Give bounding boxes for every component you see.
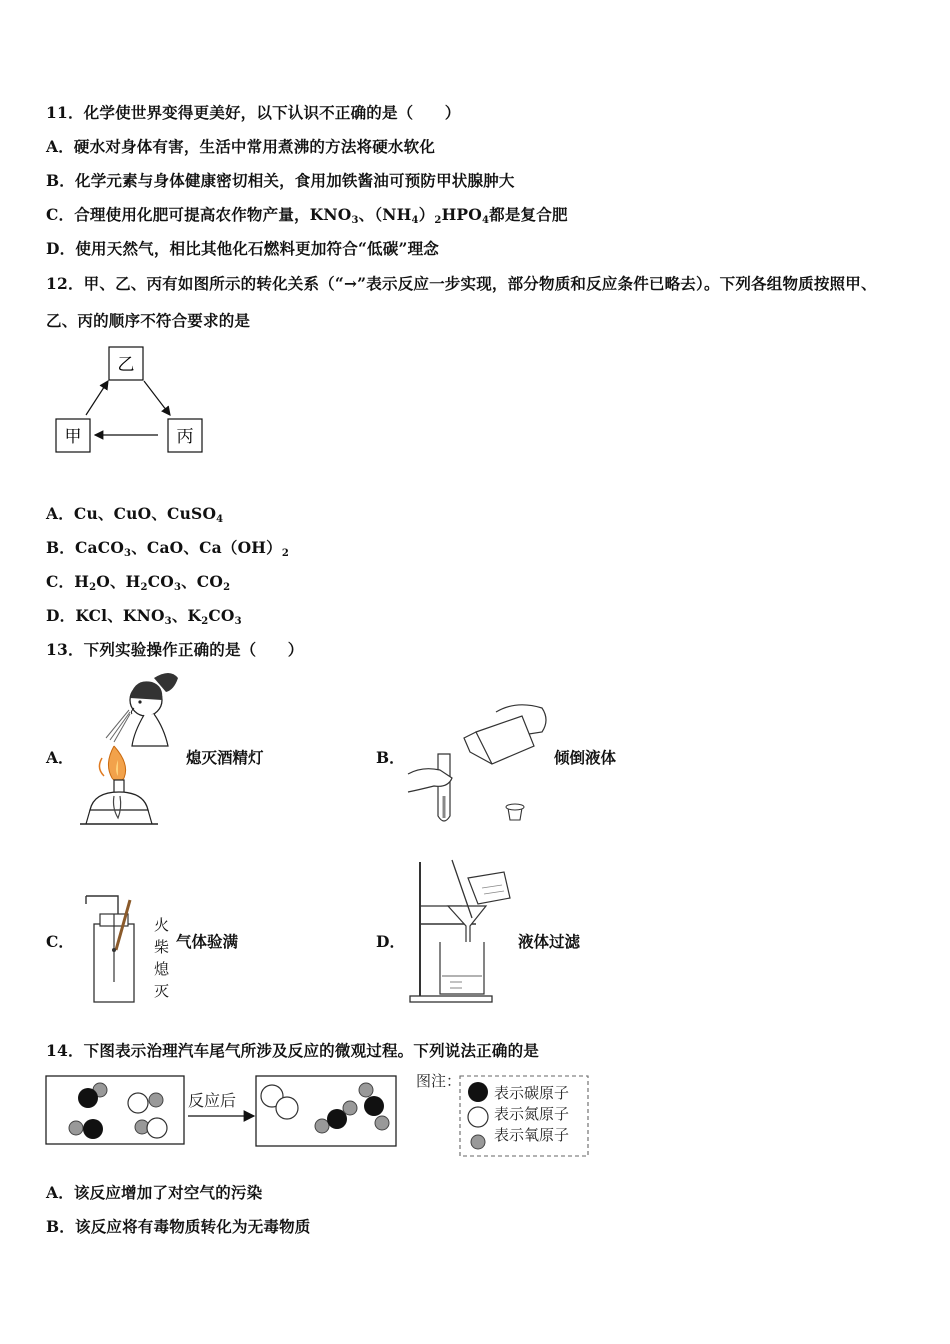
q13-c-gas-collection-figure — [74, 890, 154, 1006]
q12-b-text1: B．CaCO — [46, 538, 125, 557]
q14-stem: 14．下图表示治理汽车尾气所涉及反应的微观过程。下列说法正确的是 — [46, 1041, 539, 1060]
q12-d-t1: D．KCl、KNO — [46, 606, 165, 625]
q12-c-s1: 2 — [89, 582, 97, 593]
q12-stem-line2: 乙、丙的顺序不符合要求的是 — [46, 311, 251, 330]
q13-c-note-char: 柴 — [154, 938, 170, 956]
q12-d-s3: 3 — [234, 616, 242, 627]
q12-a-sub: 4 — [216, 514, 224, 525]
arrow-jia-to-yi — [86, 381, 108, 415]
q11-c-text1: C．合理使用化肥可提高农作物产量，KNO — [46, 205, 352, 224]
q13-a-label: 熄灭酒精灯 — [186, 748, 264, 767]
q12-c-t1: C．H — [46, 572, 90, 591]
q11-c-sub2: 4 — [411, 215, 419, 226]
q13-c-note-char: 灭 — [154, 982, 170, 1000]
q13-c-match-note — [154, 914, 172, 1002]
node-jia-label: 甲 — [64, 427, 82, 447]
legend-nitrogen-marker — [468, 1107, 488, 1127]
legend-title: 图注： — [416, 1072, 462, 1090]
q13-b-letter[interactable]: B． — [376, 748, 405, 767]
reaction-arrow-label: 反应后 — [188, 1091, 237, 1110]
q12-d-t2: 、K — [171, 606, 202, 625]
q13-a-extinguish-lamp-figure — [74, 668, 194, 830]
q12-transformation-diagram — [50, 343, 210, 458]
q12-b-sub2: 2 — [281, 548, 289, 559]
q12-option-d[interactable] — [46, 604, 242, 627]
legend-oxygen-marker — [471, 1135, 485, 1149]
arrow-yi-to-bing — [144, 381, 170, 415]
q12-c-s4: 2 — [223, 582, 231, 593]
q11-c-text5: 都是复合肥 — [489, 205, 568, 224]
q12-option-a[interactable] — [46, 502, 223, 525]
q12-c-t2: O、H — [96, 572, 141, 591]
q11-option-d[interactable]: D．使用天然气，相比其他化石燃料更加符合“低碳”理念 — [46, 239, 439, 258]
node-yi-label: 乙 — [117, 355, 135, 375]
node-bing-label: 丙 — [176, 427, 194, 447]
q13-d-filtration-figure — [406, 858, 516, 1006]
q12-b-text2: 、CaO、Ca（OH） — [131, 538, 282, 557]
q14-option-a[interactable]: A．该反应增加了对空气的污染 — [46, 1183, 263, 1202]
legend-carbon-marker — [468, 1082, 488, 1102]
q12-d-s1: 3 — [164, 616, 172, 627]
q11-c-sub4: 4 — [481, 215, 490, 226]
legend-nitrogen-label: 表示氮原子 — [494, 1105, 570, 1123]
q11-option-b[interactable]: B．化学元素与身体健康密切相关，食用加铁酱油可预防甲状腺肿大 — [46, 171, 515, 190]
q13-a-letter[interactable]: A． — [46, 748, 74, 767]
q13-d-label: 液体过滤 — [518, 932, 581, 951]
q14-micro-process-figure — [44, 1068, 594, 1160]
q13-c-note-char: 熄 — [154, 960, 170, 978]
q11-c-text2: 、（NH — [358, 205, 412, 224]
legend-oxygen-label: 表示氧原子 — [494, 1126, 570, 1144]
q11-option-a[interactable]: A．硬水对身体有害，生活中常用煮沸的方法将硬水软化 — [46, 137, 436, 156]
q12-b-sub1: 3 — [124, 548, 132, 559]
q13-b-label: 倾倒液体 — [554, 748, 617, 767]
q12-c-t3: CO — [147, 572, 174, 591]
q13-c-note-char: 火 — [154, 916, 170, 934]
q12-c-s2: 2 — [140, 582, 148, 593]
q11-c-text3: ） — [418, 205, 435, 224]
q13-d-letter[interactable]: D． — [376, 932, 405, 951]
q14-option-b[interactable]: B．该反应将有毒物质转化为无毒物质 — [46, 1217, 311, 1236]
q12-c-t4: 、CO — [181, 572, 224, 591]
q12-c-s3: 3 — [173, 582, 182, 593]
q12-d-s2: 2 — [201, 616, 209, 627]
q11-stem: 11．化学使世界变得更美好，以下认识不正确的是（ ） — [46, 103, 461, 122]
q13-c-letter[interactable]: C． — [46, 932, 74, 951]
q12-stem-line1: 12．甲、乙、丙有如图所示的转化关系（“→”表示反应一步实现，部分物质和反应条件已略去）。下列各组物质按照甲、 — [46, 274, 877, 293]
q12-d-t3: CO — [208, 606, 235, 625]
q13-stem: 13．下列实验操作正确的是（ ） — [46, 640, 304, 659]
q11-c-text4: HPO — [441, 205, 482, 224]
legend-carbon-label: 表示碳原子 — [494, 1084, 570, 1102]
q13-b-pour-liquid-figure — [404, 696, 554, 828]
q11-c-sub3: 2 — [434, 215, 442, 226]
q12-a-text: A．Cu、CuO、CuSO — [46, 504, 217, 523]
q11-option-c[interactable] — [46, 203, 568, 226]
q11-c-sub1: 3 — [351, 215, 359, 226]
q13-c-label: 气体验满 — [176, 932, 239, 951]
q12-option-b[interactable] — [46, 536, 289, 559]
q12-option-c[interactable] — [46, 570, 230, 593]
